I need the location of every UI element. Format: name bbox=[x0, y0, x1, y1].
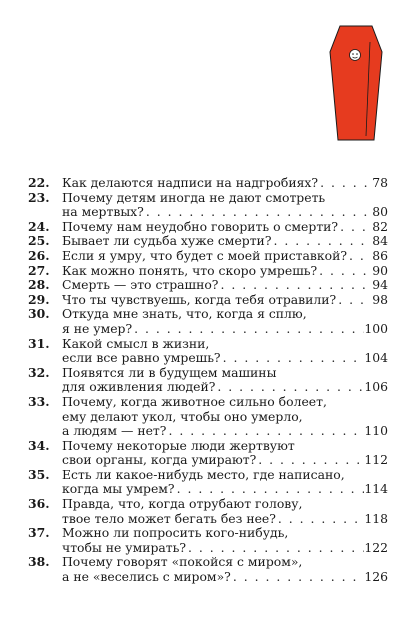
dot-leader bbox=[256, 453, 364, 468]
toc-entry-page-number: 114 bbox=[364, 481, 388, 497]
toc-entry bbox=[28, 307, 388, 336]
toc-entry-number: 22. bbox=[28, 175, 50, 190]
toc-entry-page-number: 82 bbox=[372, 218, 388, 234]
toc-entry-title-line: Как делаются надписи на надгробиях? bbox=[62, 175, 319, 190]
toc-entry-title-line: на мертвых? bbox=[62, 204, 144, 220]
toc-entry-page-number: 94 bbox=[372, 277, 388, 293]
dot-leader bbox=[318, 176, 372, 191]
toc-entry bbox=[28, 176, 388, 191]
toc-entry-page-number: 110 bbox=[364, 423, 388, 439]
dot-leader bbox=[215, 380, 364, 395]
dot-leader bbox=[186, 541, 364, 556]
toc-entry-number: 32. bbox=[28, 364, 50, 380]
toc-entry-title-line: Почему говорят «покойся с миром», bbox=[62, 554, 303, 570]
toc-entry bbox=[28, 555, 388, 584]
toc-entry-title-line: Почему нам неудобно говорить о смерти? bbox=[62, 218, 339, 234]
toc-entry-number: 29. bbox=[28, 291, 50, 307]
dot-leader bbox=[231, 570, 365, 585]
toc-entry-page-number: 106 bbox=[364, 379, 388, 395]
toc-entry-page-number: 122 bbox=[364, 539, 388, 555]
dot-leader bbox=[336, 293, 372, 308]
toc-entry-title-line: когда мы умрем? bbox=[62, 481, 175, 497]
dot-leader bbox=[271, 234, 372, 249]
toc-entry bbox=[28, 497, 388, 526]
toc-entry-page-number: 80 bbox=[372, 204, 388, 220]
table-of-contents bbox=[28, 176, 388, 585]
toc-entry bbox=[28, 264, 388, 279]
toc-entry-number: 31. bbox=[28, 335, 50, 351]
toc-entry-number: 30. bbox=[28, 306, 50, 322]
toc-entry-title-line: Если я умру, что будет с моей приставкой? bbox=[62, 247, 348, 263]
toc-entry-title-line: Почему некоторые люди жертвуют bbox=[62, 437, 295, 453]
toc-entry-title-line: ему делают укол, чтобы оно умерло, bbox=[62, 408, 303, 424]
toc-entry-number: 34. bbox=[28, 437, 50, 453]
toc-entry bbox=[28, 278, 388, 293]
toc-entry-title-line: для оживления людей? bbox=[62, 379, 216, 395]
toc-entry bbox=[28, 366, 388, 395]
toc-entry-page-number: 112 bbox=[364, 452, 388, 468]
toc-entry-title-line: свои органы, когда умирают? bbox=[62, 452, 257, 468]
toc-entry-title-line: Есть ли какое-нибудь место, где написано, bbox=[62, 466, 345, 482]
toc-entry-number: 38. bbox=[28, 554, 50, 570]
dot-leader bbox=[144, 205, 372, 220]
toc-entry bbox=[28, 220, 388, 235]
toc-entry-page-number: 118 bbox=[364, 510, 388, 526]
toc-entry-page-number: 126 bbox=[364, 569, 388, 585]
toc-entry-page-number: 78 bbox=[372, 175, 388, 190]
toc-entry-number: 36. bbox=[28, 496, 50, 512]
toc-entry bbox=[28, 191, 388, 220]
dot-leader bbox=[132, 322, 364, 337]
dot-leader bbox=[221, 351, 365, 366]
toc-entry bbox=[28, 439, 388, 468]
toc-entry-title-line: Бывает ли судьба хуже смерти? bbox=[62, 233, 272, 249]
toc-entry bbox=[28, 249, 388, 264]
dot-leader bbox=[166, 424, 364, 439]
toc-entry bbox=[28, 468, 388, 497]
toc-entry-number: 26. bbox=[28, 247, 50, 263]
toc-entry-page-number: 90 bbox=[372, 262, 388, 278]
toc-entry-title-line: Почему, когда животное сильно болеет, bbox=[62, 393, 327, 409]
toc-entry-title-line: Как можно понять, что скоро умрешь? bbox=[62, 262, 318, 278]
toc-entry-title-line: Какой смысл в жизни, bbox=[62, 335, 210, 351]
toc-entry-page-number: 84 bbox=[372, 233, 388, 249]
dot-leader bbox=[347, 249, 372, 264]
toc-entry-title-line: чтобы не умирать? bbox=[62, 539, 187, 555]
toc-entry-title-line: Появятся ли в будущем машины bbox=[62, 364, 277, 380]
coffin-icon bbox=[328, 24, 384, 142]
toc-entry-number: 25. bbox=[28, 233, 50, 249]
dot-leader bbox=[276, 512, 364, 527]
toc-entry-title-line: Что ты чувствуешь, когда тебя отравили? bbox=[62, 291, 337, 307]
dot-leader bbox=[218, 278, 372, 293]
dot-leader bbox=[338, 220, 372, 235]
toc-entry-title-line: а не «веселись с миром»? bbox=[62, 569, 231, 585]
toc-entry-number: 37. bbox=[28, 525, 50, 541]
toc-entry-title-line: твое тело может бегать без нее? bbox=[62, 510, 276, 526]
toc-entry-number: 28. bbox=[28, 277, 50, 293]
toc-entry-number: 24. bbox=[28, 218, 50, 234]
toc-entry-page-number: 86 bbox=[372, 247, 388, 263]
toc-entry-title-line: Смерть — это страшно? bbox=[62, 277, 219, 293]
toc-entry bbox=[28, 234, 388, 249]
dot-leader bbox=[175, 482, 365, 497]
dot-leader bbox=[317, 264, 372, 279]
toc-entry-number: 33. bbox=[28, 393, 50, 409]
toc-entry-title-line: Можно ли попросить кого-нибудь, bbox=[62, 525, 289, 541]
toc-entry-title-line: Почему детям иногда не дают смотреть bbox=[62, 189, 326, 205]
toc-entry-number: 27. bbox=[28, 262, 50, 278]
toc-entry-page-number: 100 bbox=[364, 320, 388, 336]
toc-entry bbox=[28, 526, 388, 555]
toc-entry-title-line: а людям — нет? bbox=[62, 423, 167, 439]
toc-entry-page-number: 104 bbox=[364, 350, 388, 366]
toc-entry-number: 23. bbox=[28, 189, 50, 205]
toc-entry-title-line: если все равно умрешь? bbox=[62, 350, 221, 366]
toc-entry bbox=[28, 395, 388, 439]
toc-entry bbox=[28, 337, 388, 366]
toc-entry-page-number: 98 bbox=[372, 291, 388, 307]
toc-entry-title-line: Откуда мне знать, что, когда я сплю, bbox=[62, 306, 307, 322]
toc-entry-title-line: Правда, что, когда отрубают голову, bbox=[62, 496, 303, 512]
toc-entry-title-line: я не умер? bbox=[62, 320, 133, 336]
toc-entry-number: 35. bbox=[28, 466, 50, 482]
toc-entry bbox=[28, 293, 388, 308]
